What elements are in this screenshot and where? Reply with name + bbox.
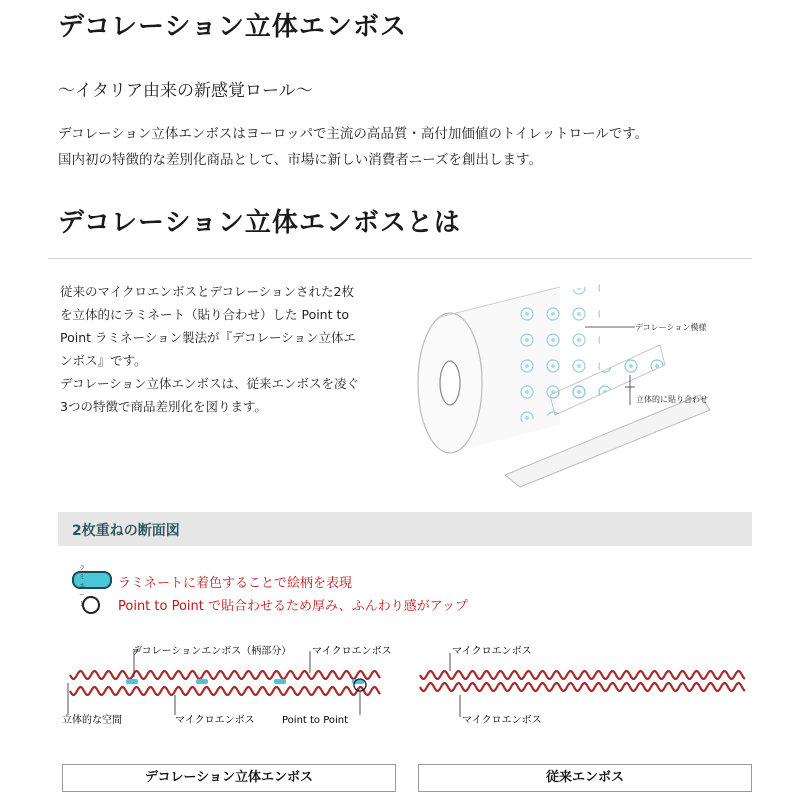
desc-line: Point ラミネーション製法が『デコレーション立体エ: [60, 330, 357, 345]
wave-right-bottom: [420, 683, 745, 691]
roll-label-laminate: 立体的に貼り合わせ: [636, 395, 708, 404]
section-title: 2枚重ねの断面図: [72, 523, 180, 539]
label-right-top: マイクロエンボス: [452, 646, 532, 657]
roll-label-pattern: デコレーション模様: [635, 323, 707, 332]
intro-line-2: 国内初の特徴的な差別化商品として、市場に新しい消費者ニーズを創出します。: [58, 152, 542, 168]
section-heading: デコレーション立体エンボスとは: [58, 208, 461, 238]
page-title: デコレーション立体エンボス: [58, 12, 407, 42]
legend-text-2: Point to Point で貼合わせるため厚み、ふんわり感がアップ: [118, 599, 468, 614]
desc-line: デコレーション立体エンボスは、従来エンボスを凌ぐ: [60, 376, 360, 391]
toilet-roll-illustration: [410, 275, 750, 490]
about-description: [60, 280, 405, 418]
legend-text-1: ラミネートに着色することで絵柄を表現: [118, 576, 353, 591]
deco-emboss-button[interactable]: デコレーション立体エンボス: [62, 764, 396, 792]
laminate-point: [126, 679, 138, 684]
conventional-emboss-button[interactable]: 従来エンボス: [418, 764, 752, 792]
label-point-to-point: Point to Point: [282, 715, 349, 726]
wave-left-top: [70, 671, 380, 679]
wave-right-top: [420, 671, 745, 679]
section-bar: [58, 512, 752, 546]
intro-line-1: デコレーション立体エンボスはヨーロッパで主流の高品質・高付加価値のトイレットロールです。: [58, 126, 649, 142]
desc-line: ンボス』です。: [60, 353, 147, 368]
laminate-pill-label: ラミネート: [79, 565, 86, 608]
desc-line: 従来のマイクロエンボスとデコレーションされた2枚: [60, 284, 354, 299]
desc-line: 3つの特徴で商品差別化を図ります。: [60, 399, 267, 414]
laminate-point: [274, 679, 286, 684]
label-right-bottom: マイクロエンボス: [462, 715, 542, 726]
page-subtitle: 〜イタリア由来の新感覚ロール〜: [58, 81, 313, 101]
laminate-points: [126, 679, 364, 684]
divider: [48, 258, 752, 259]
label-micro-emboss-top: マイクロエンボス: [312, 646, 392, 657]
wave-left-bottom: [70, 687, 380, 695]
desc-line: を立体的にラミネート（貼り合わせ）した Point to: [60, 307, 350, 322]
laminate-point: [196, 679, 208, 684]
label-3d-space: 立体的な空間: [62, 715, 122, 726]
label-deco-emboss: デコレーションエンボス（柄部分）: [132, 646, 292, 657]
circle-marker-icon: [82, 596, 100, 614]
cross-section-diagram: [40, 635, 760, 745]
label-micro-emboss-bottom: マイクロエンボス: [175, 715, 255, 726]
laminate-pill-icon: [72, 571, 112, 589]
intro-paragraph: [58, 121, 778, 173]
